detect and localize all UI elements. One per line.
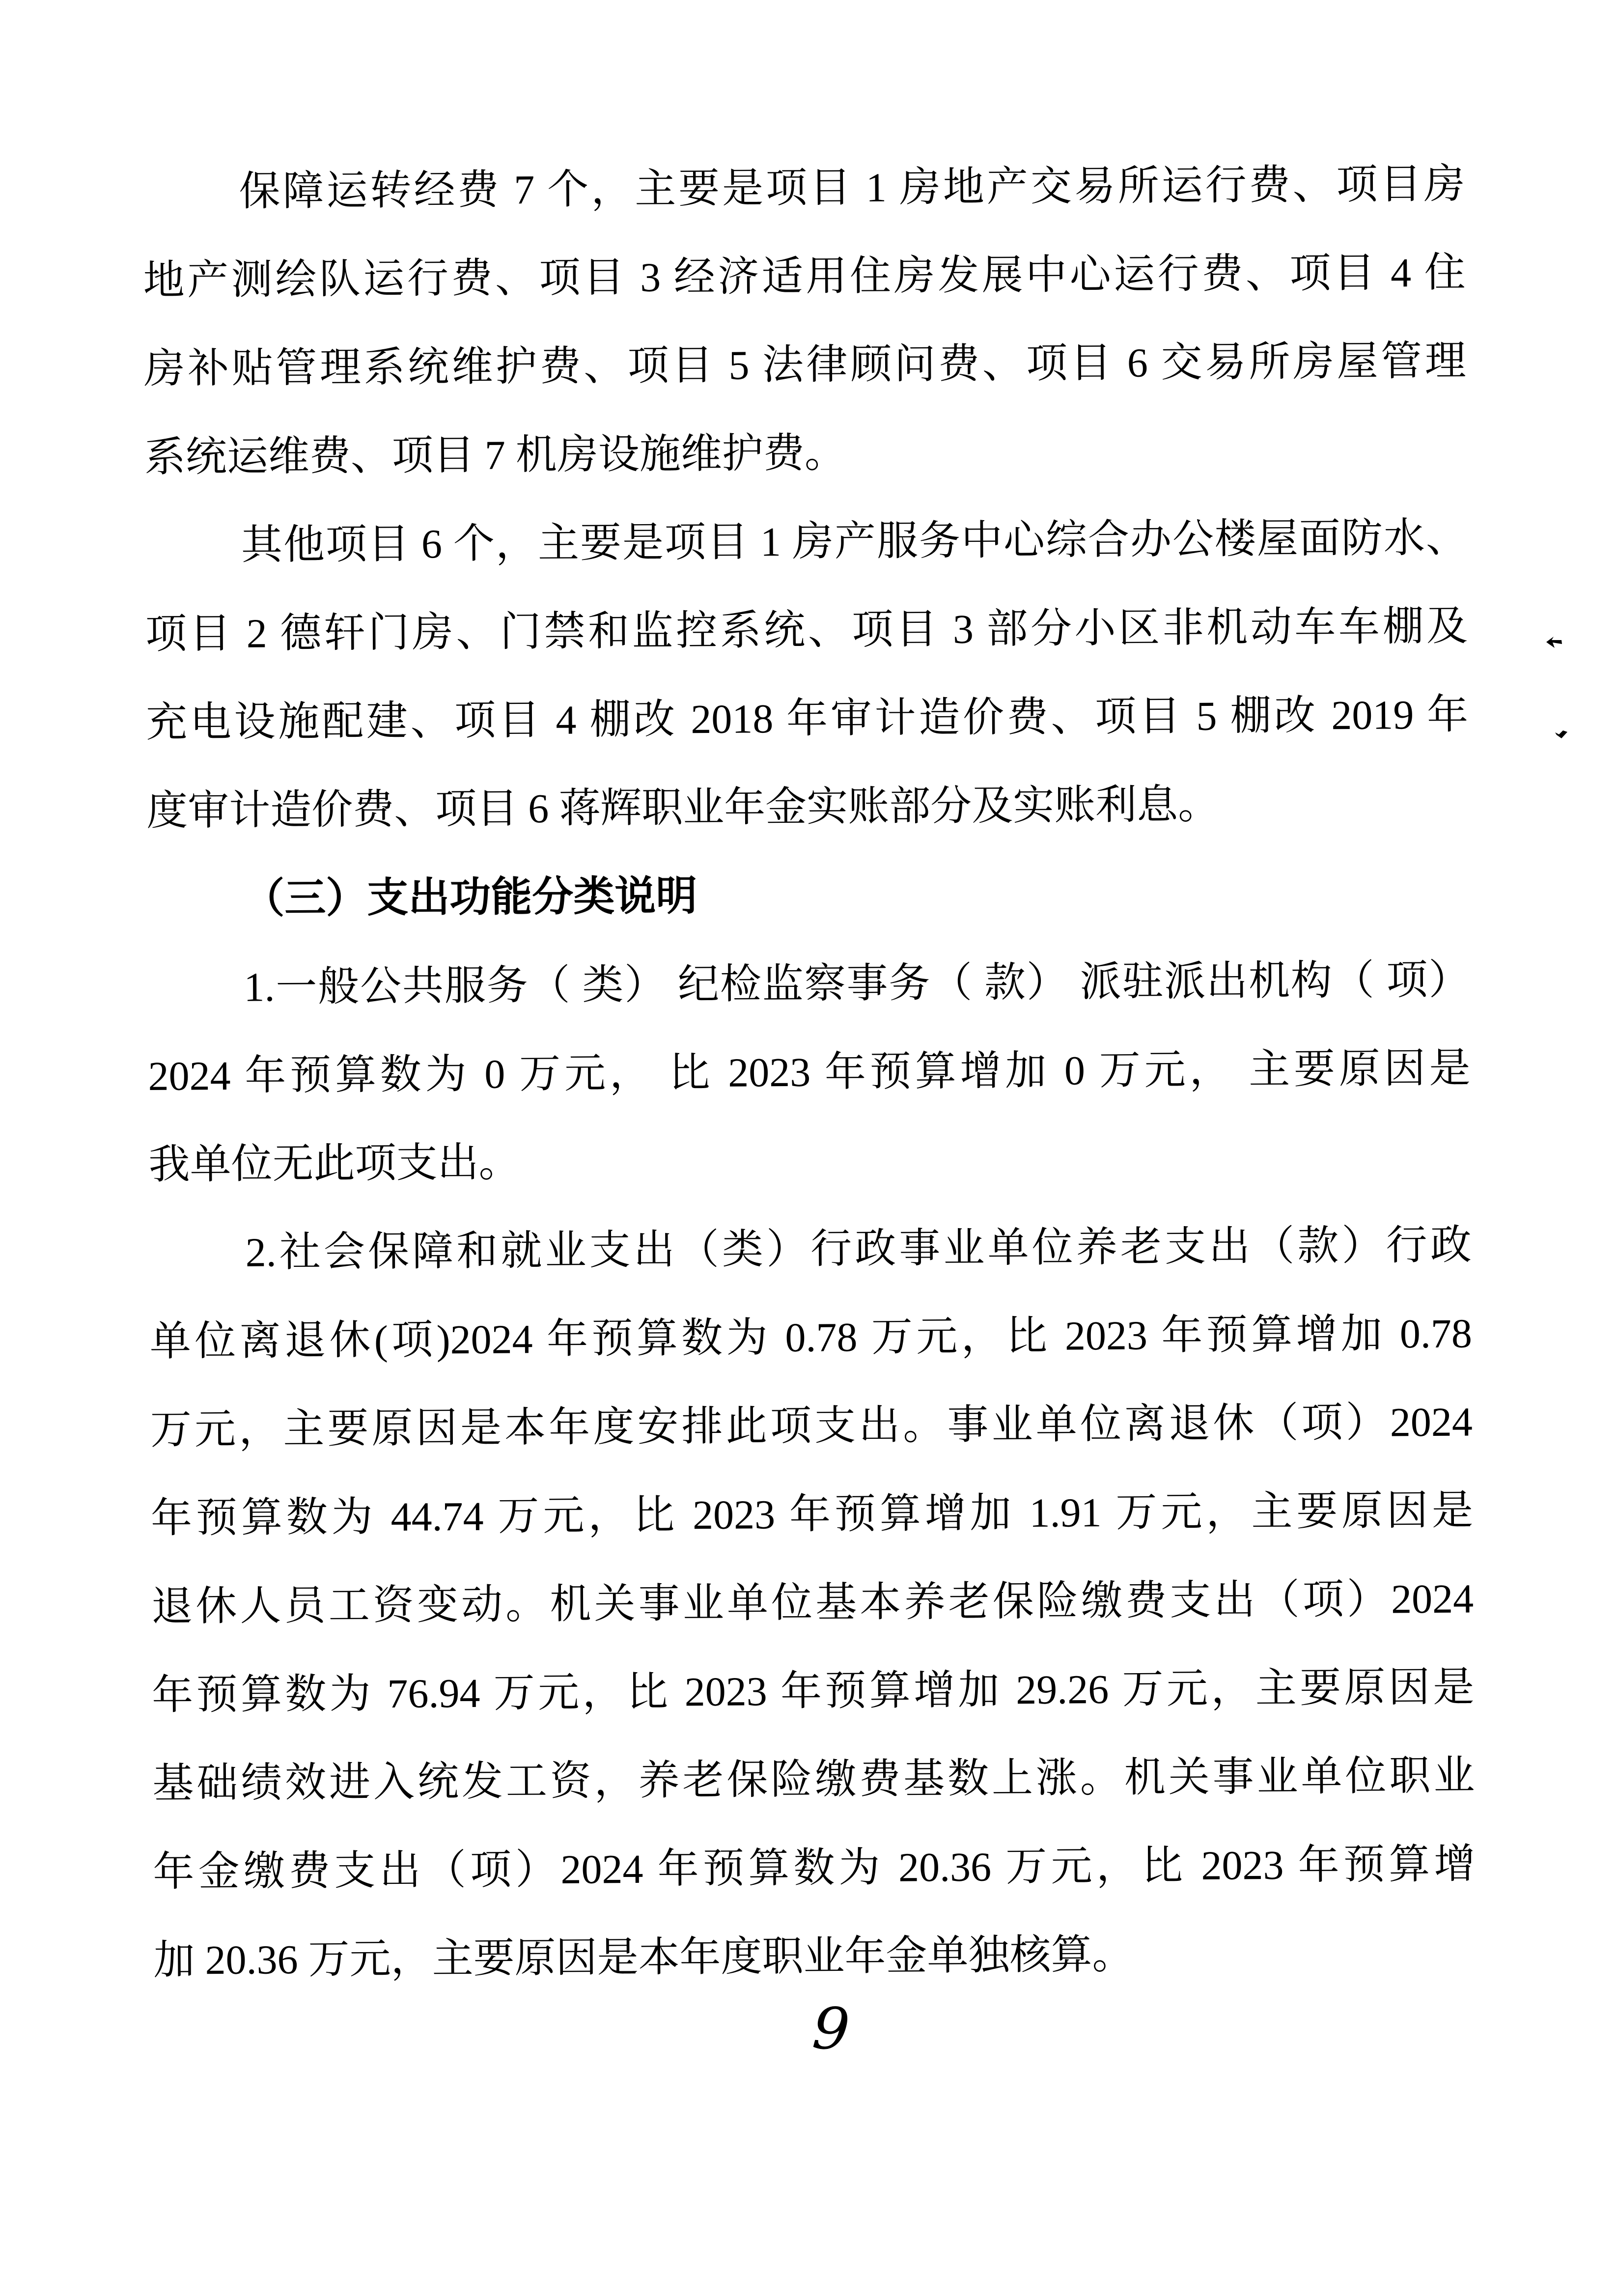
text-line: 度审计造价费、项目 6 蒋辉职业年金实账部分及实账利息。 xyxy=(146,782,1220,834)
text-line: 基础绩效进入统发工资，养老保险缴费基数上涨。机关事业单位职业 xyxy=(152,1753,1475,1807)
page-number: 9 xyxy=(810,1993,852,2064)
scan-ink-mark-icon xyxy=(1555,730,1568,739)
text-line: 2024 年预算数为 0 万元， 比 2023 年预算增加 0 万元， 主要原因是 xyxy=(148,1045,1471,1099)
text-line: 2.社会保障和就业支出（类）行政事业单位养老支出（款）行政 xyxy=(245,1222,1472,1276)
text-line: 系统运维费、项目 7 机房设施维护费。 xyxy=(144,430,846,480)
page-content xyxy=(142,140,1476,2005)
scan-ink-mark-icon xyxy=(1545,636,1563,649)
text-line: 保障运转经费 7 个，主要是项目 1 房地产交易所运行费、项目房 xyxy=(239,161,1465,215)
text-line: 退休人员工资变动。机关事业单位基本养老保险缴费支出（项）2024 xyxy=(151,1576,1474,1630)
section-heading: （三）支出功能分类说明 xyxy=(243,873,697,922)
text-line: 万元，主要原因是本年度安排此项支出。事业单位离退休（项）2024 xyxy=(150,1399,1473,1453)
text-line: 房补贴管理系统维护费、项目 5 法律顾问费、项目 6 交易所房屋管理 xyxy=(143,338,1466,392)
text-line: 其他项目 6 个，主要是项目 1 房产服务中心综合办公楼屋面防水、 xyxy=(241,515,1468,568)
text-line: 项目 2 德轩门房、门禁和监控系统、项目 3 部分小区非机动车车棚及 xyxy=(145,603,1468,657)
text-line: 我单位无此项支出。 xyxy=(148,1140,520,1188)
text-line: 年预算数为 44.74 万元，比 2023 年预算增加 1.91 万元，主要原因是 xyxy=(150,1487,1474,1541)
text-line: 地产测绘队运行费、项目 3 经济适用住房发展中心运行费、项目 4 住 xyxy=(143,250,1466,304)
text-line: 年预算数为 76.94 万元，比 2023 年预算增加 29.26 万元，主要原因是 xyxy=(151,1664,1475,1718)
text-line: 加 20.36 万元，主要原因是本年度职业年金单独核算。 xyxy=(153,1932,1134,1984)
text-line: 充电设施配建、项目 4 棚改 2018 年审计造价费、项目 5 棚改 2019 年 xyxy=(145,692,1469,746)
text-line: 1.一般公共服务（ 类） 纪检监察事务（ 款） 派驻派出机构（ 项） xyxy=(244,957,1470,1010)
text-line: 单位离退休(项)2024 年预算数为 0.78 万元，比 2023 年预算增加 0.78 xyxy=(149,1311,1473,1365)
text-line: 年金缴费支出（项）2024 年预算数为 20.36 万元，比 2023 年预算增 xyxy=(153,1841,1476,1895)
